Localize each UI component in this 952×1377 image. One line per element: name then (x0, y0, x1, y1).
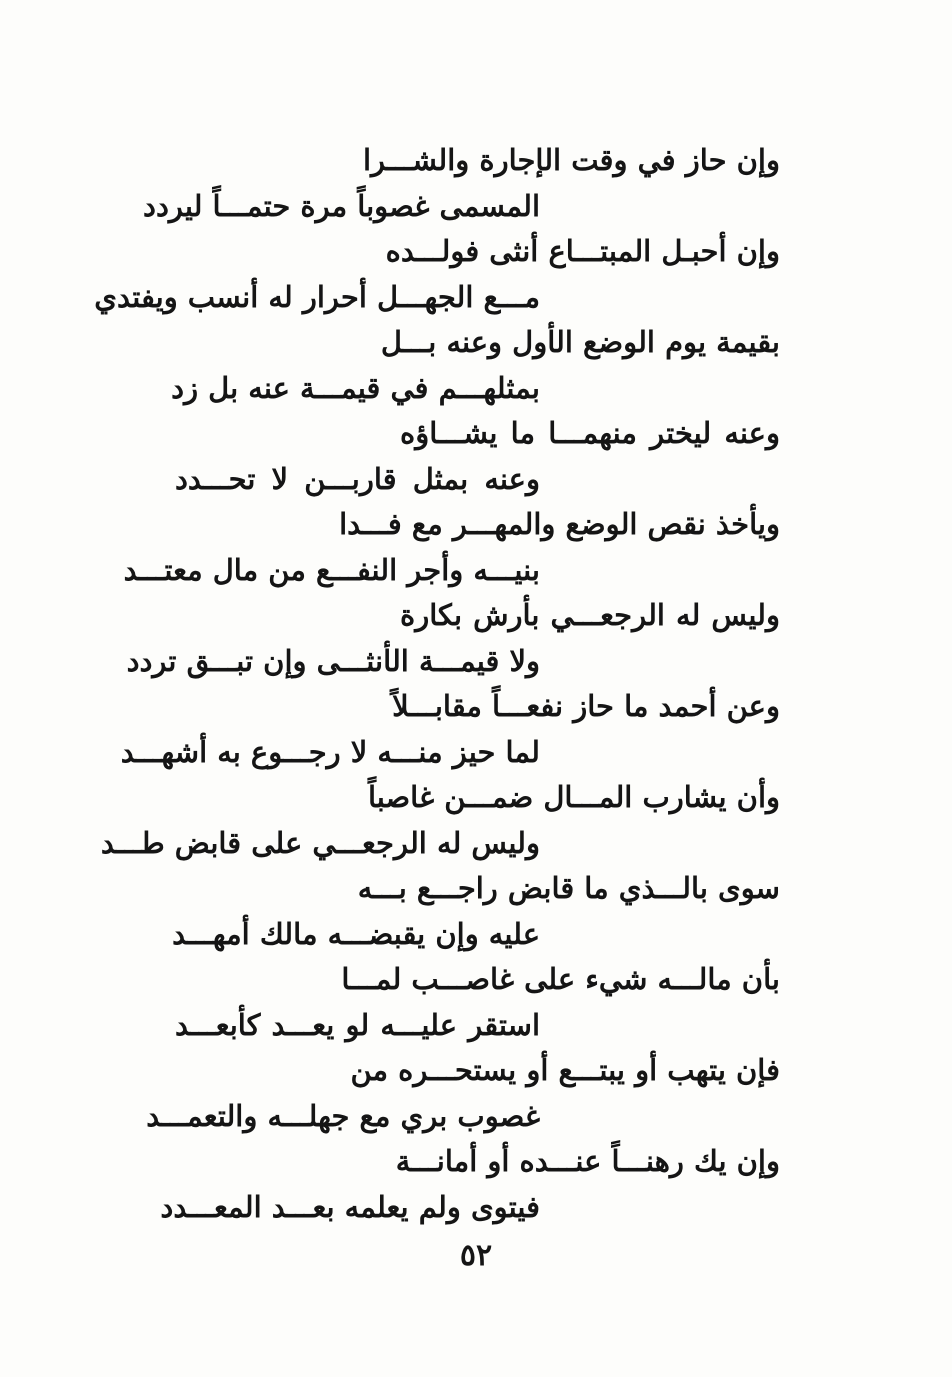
verse-first-hemistich: وعنه ليختر منهمـــا ما يشـــاؤه (400, 416, 780, 450)
verse-second-hemistich: بمثلهـــم في قيمـــة عنه بل زد (171, 370, 540, 405)
verse-first-hemistich: ويأخذ نقص الوضع والمهـــر مع فـــدا (339, 507, 780, 541)
verse-second-hemistich: ولا قيمـــة الأنثـــى وإن تبـــق تردد (126, 643, 540, 678)
verse-first-hemistich: فإن يتهب أو يبتـــع أو يستحـــره من (350, 1053, 780, 1087)
verse-second-hemistich: لما حيز منـــه لا رجـــوع به أشهـــد (120, 734, 540, 769)
verse-first-hemistich: سوى بالـــذي ما قابض راجـــع بـــه (357, 871, 780, 905)
verse-second-hemistich: بنيـــه وأجر النفـــع من مال معتـــد (123, 552, 540, 587)
verse-second-hemistich: وليس له الرجعـــي على قابض طـــد (100, 825, 540, 860)
verse-first-hemistich: وإن أحبـل المبتـــاع أنثى فولـــده (385, 234, 780, 268)
verse-first-hemistich: بأن مالـــه شيء على غاصـــب لمـــا (341, 962, 780, 996)
verse-second-hemistich: غصوب بري مع جهلـــه والتعمـــد (146, 1098, 540, 1133)
verse-second-hemistich: فيتوى ولم يعلمه بعـــد المعـــدد (160, 1189, 540, 1224)
verse-second-hemistich: عليه وإن يقبضـــه مالك أمهـــد (172, 916, 540, 951)
verse-second-hemistich: وعنه بمثل قاربـــن لا تحـــدد (175, 461, 540, 496)
verse-second-hemistich: مـــع الجهـــل أحرار له أنسب ويفتدي (94, 279, 540, 314)
verse-first-hemistich: وإن يك رهنـــاً عنـــده أو أمانـــة (395, 1144, 780, 1178)
verse-first-hemistich: وليس له الرجعـــي بأرش بكارة (400, 598, 780, 632)
verse-first-hemistich: بقيمة يوم الوضع الأول وعنه بـــل (380, 325, 780, 359)
verse-second-hemistich: المسمى غصوباً مرة حتمـــاً ليردد (143, 188, 540, 223)
verse-first-hemistich: وأن يشارب المـــال ضمـــن غاصباً (367, 780, 780, 814)
page-number: ٥٢ (459, 1238, 493, 1273)
verse-second-hemistich: استقر عليـــه لو يعـــد كأبعـــد (175, 1007, 540, 1042)
verse-first-hemistich: وإن حاز في وقت الإجارة والشـــرا (363, 143, 780, 177)
verse-first-hemistich: وعن أحمد ما حاز نفعـــاً مقابـــلاً (392, 689, 780, 723)
